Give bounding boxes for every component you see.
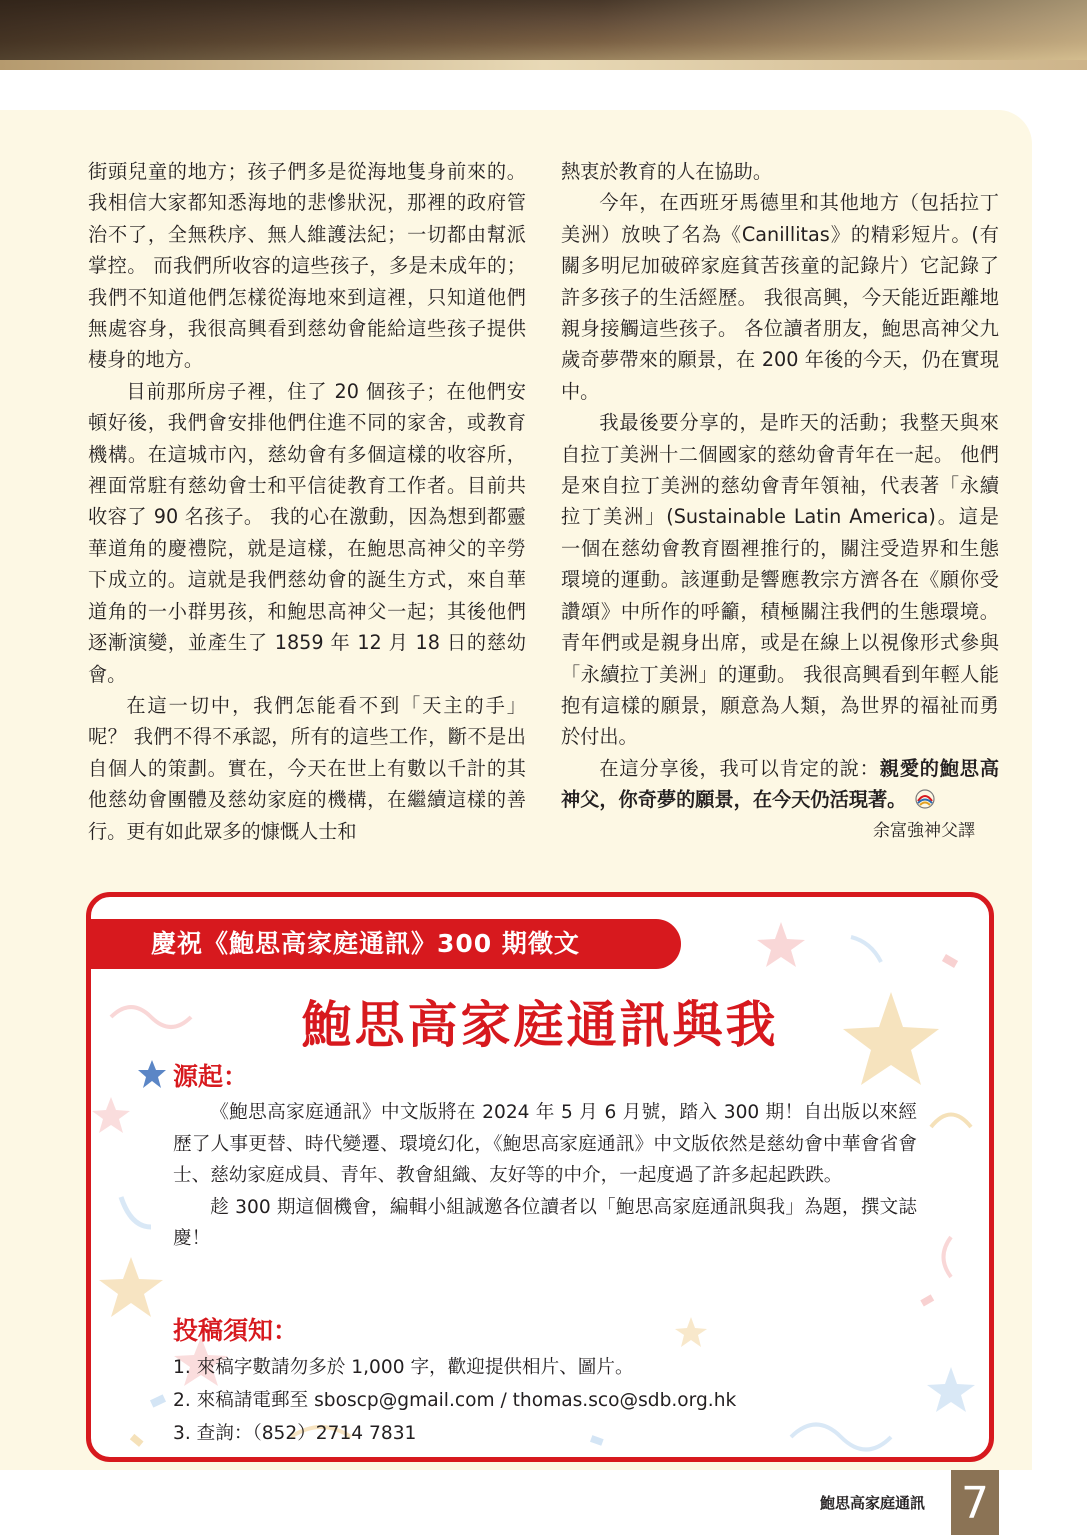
article-column-right (561, 156, 999, 846)
submission-heading: 投稿須知： (173, 1316, 299, 1345)
article-paragraph: 目前那所房子裡，住了 20 個孩子；在他們安頓好後，我們會安排他們住進不同的家舍，或教育機構。在這城市內，慈幼會有多個這樣的收容所，裡面常駐有慈幼會士和平信徒教育工作者。目前共收容了 90 名孩子。 我的心在激動，因為想到都靈華道角的慶禮院，就是這樣，在鮑思高神父的辛勞下成立的。這就是我們慈幼會的誕生方式，來自華道角的一小群男孩，和鮑思高神父一起；其後他們逐漸演變，並產生了 1859 年 12 月 18 日的慈幼會。 (88, 379, 526, 686)
footer-publication-name: 鮑思高家庭通訊 (820, 1494, 926, 1512)
closing-bold: 親愛的鮑思高神父，你奇夢的願景，在今天仍活現著。 (561, 756, 1000, 812)
submission-list (173, 1351, 917, 1450)
promo-banner: 慶祝《鮑思高家庭通訊》300 期徵文 (91, 919, 681, 969)
submission-item: 3. 查詢：（852）2714 7831 (173, 1423, 417, 1444)
closing-lead: 在這分享後，我可以肯定的說： (599, 756, 880, 780)
submission-item: 2. 來稿請電郵至 sboscp@gmail.com / thomas.sco@sdb.org.hk (173, 1390, 737, 1411)
closing-paragraph (561, 753, 999, 816)
article-paragraph: 今年，在西班牙馬德里和其他地方（包括拉丁美洲）放映了名為《Canillitas》的精彩短片。(有關多明尼加破碎家庭貧苦孩童的記錄片）它記錄了許多孩子的生活經歷。 我很高興，今天能近距離地親身接觸這些孩子。 各位讀者朋友，鮑思高神父九歲奇夢帶來的願景，在 200 年後的今天，仍在實現中。 (561, 191, 999, 403)
page-number: 7 (951, 1470, 999, 1535)
article-paragraph: 在這一切中，我們怎能看不到「天主的手」呢？ 我們不得不承認，所有的這些工作，斷不是出自個人的策劃。實在，今天在世上有數以千計的其他慈幼會團體及慈幼家庭的機構，在繼續這樣的善行。更有如此眾多的慷慨人士和 (88, 693, 526, 843)
origin-paragraph: 趁 300 期這個機會，編輯小組誠邀各位讀者以「鮑思高家庭通訊與我」為題，撰文誌慶！ (173, 1196, 917, 1249)
article-paragraph: 街頭兒童的地方；孩子們多是從海地隻身前來的。 我相信大家都知悉海地的悲慘狀況，那裡的政府管治不了，全無秩序、無人維護法紀；一切都由幫派掌控。 而我們所收容的這些孩子，多是未成年的；我們不知道他們怎樣從海地來到這裡，只知道他們無處容身，我很高興看到慈幼會能給這些孩子提供棲身的地方。 (88, 160, 526, 372)
star-icon (137, 1059, 167, 1089)
origin-text (173, 1097, 917, 1255)
promo-title: 鮑思高家庭通訊與我 (301, 996, 779, 1054)
salesian-logo-icon (912, 788, 938, 810)
submission-item: 1. 來稿字數請勿多於 1,000 字，歡迎提供相片、圖片。 (173, 1357, 634, 1378)
essay-call-box (86, 892, 994, 1462)
article-paragraph: 熱衷於教育的人在協助。 (561, 160, 773, 183)
origin-heading: 源起： (173, 1062, 249, 1091)
article-paragraph: 我最後要分享的，是昨天的活動；我整天與來自拉丁美洲十二個國家的慈幼會青年在一起。 他們是來自拉丁美洲的慈幼會青年領袖，代表著「永續拉丁美洲」(Sustainable Latin America)。這是一個在慈幼會教育圈裡推行的，關注受造界和生態環境的運動。該運動是響應教宗方濟各在《願你受讚頌》中所作的呼籲，積極關注我們的生態環境。 青年們或是親身出席，或是在線上以視像形式參與「永續拉丁美洲」的運動。 我很高興看到年輕人能抱有這樣的願景，願意為人類，為世界的福祉而勇於付出。 (561, 411, 999, 749)
article-column-left (88, 156, 526, 847)
translator-credit: 余富強神父譯 (873, 820, 975, 841)
origin-paragraph: 《鮑思高家庭通訊》中文版將在 2024 年 5 月 6 月號，踏入 300 期！自出版以來經歷了人事更替、時代變遷、環境幻化，《鮑思高家庭通訊》中文版依然是慈幼會中華會省會士、慈幼家庭成員、青年、教會組織、友好等的中介，一起度過了許多起起跌跌。 (173, 1102, 917, 1186)
header-rule (0, 60, 1087, 70)
